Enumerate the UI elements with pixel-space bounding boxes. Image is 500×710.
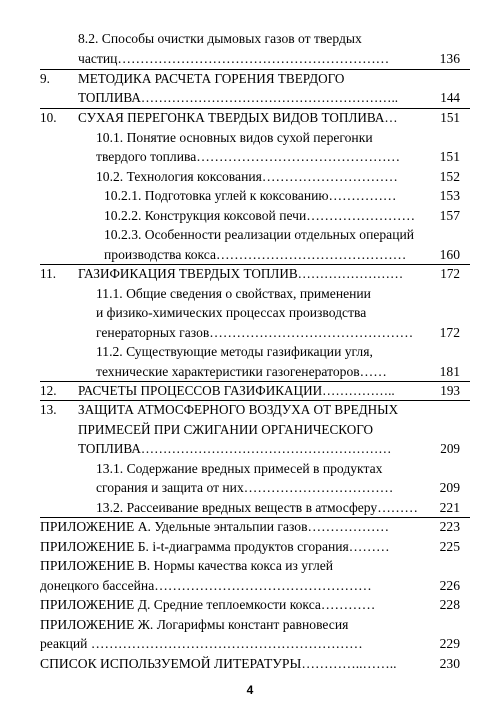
toc-page-number: 225 <box>439 539 460 554</box>
toc-line-text: производства кокса…………………………………… <box>104 247 407 262</box>
toc-line-text: 10.2.2. Конструкция коксовой печи…………………… <box>104 208 416 223</box>
toc-page-number: 153 <box>439 188 460 203</box>
toc-chapter-number: 11. <box>40 266 56 281</box>
toc-line-text: ПРИЛОЖЕНИЕ Д. Средние теплоемкости кокса………… <box>40 597 376 612</box>
toc-line-text: РАСЧЕТЫ ПРОЦЕССОВ ГАЗИФИКАЦИИ…………….. <box>78 383 395 398</box>
toc-page-number: 172 <box>440 266 460 281</box>
toc-line-text: ПРИЛОЖЕНИЕ А. Удельные энтальпии газов……………… <box>40 519 390 534</box>
toc-line-text: твердого топлива……………………………………… <box>96 149 401 164</box>
toc-page-number: 151 <box>440 110 460 125</box>
toc-page-number: 172 <box>439 325 460 340</box>
toc-line-text: МЕТОДИКА РАСЧЕТА ГОРЕНИЯ ТВЕРДОГО <box>78 71 345 86</box>
toc-line-text: частиц…………………………………………………… <box>78 51 390 66</box>
toc-page-number: 223 <box>439 519 460 534</box>
toc-line-text: технические характеристики газогенераторов…… <box>96 364 387 379</box>
toc-chapter-number: 9. <box>40 71 50 86</box>
toc-page-number: 144 <box>440 90 460 105</box>
toc-page-number: 136 <box>439 51 460 66</box>
toc-page-number: 221 <box>439 500 460 515</box>
toc-page-number: 228 <box>439 597 460 612</box>
toc-page-number: 193 <box>440 383 460 398</box>
toc-line-text: и физико-химических процессах производства <box>96 305 367 320</box>
toc-page-number: 152 <box>439 169 460 184</box>
toc-line-text: 10.2. Технология коксования………………………… <box>96 169 398 184</box>
toc-line-text: ПРИЛОЖЕНИЕ В. Нормы качества кокса из углей <box>40 558 334 573</box>
toc-page-number: 226 <box>439 578 460 593</box>
toc-line-text: 10.2.3. Особенности реализации отдельных операций <box>104 227 415 242</box>
toc-chapter-number: 10. <box>40 110 57 125</box>
toc-page-number: 151 <box>439 149 460 164</box>
toc-page-number: 160 <box>439 247 460 262</box>
toc-line-text: ПРИЛОЖЕНИЕ Ж. Логарифмы констант равновесия <box>40 617 349 632</box>
toc-chapter-number: 13. <box>40 402 57 417</box>
toc-line-text: 10.1. Понятие основных видов сухой перегонки <box>96 130 373 145</box>
toc-page-number: 181 <box>439 364 460 379</box>
toc-line-text: донецкого бассейна………………………………………… <box>40 578 372 593</box>
toc-line-text: 11.2. Существующие методы газификации угля, <box>96 344 373 359</box>
toc-chapter-number: 12. <box>40 383 57 398</box>
toc-line-text: сгорания и защита от них…………………………… <box>96 480 394 495</box>
toc-page-number: 230 <box>439 656 460 671</box>
toc-page-number: 209 <box>440 441 460 456</box>
toc-line-text: 11.1. Общие сведения о свойствах, применении <box>96 286 371 301</box>
toc-line-text: генераторных газов……………………………………… <box>96 325 414 340</box>
toc-line-text: 13.1. Содержание вредных примесей в продуктах <box>96 461 383 476</box>
page-number: 4 <box>246 683 254 697</box>
toc-line-text: ПРИЛОЖЕНИЕ Б. i-t-диаграмма продуктов сгорания……… <box>40 539 390 554</box>
toc-line-text: СУХАЯ ПЕРЕГОНКА ТВЕРДЫХ ВИДОВ ТОПЛИВА… <box>78 110 398 125</box>
toc-line-text: 13.2. Рассеивание вредных веществ в атмосферу……… <box>96 500 418 515</box>
toc-line-text: 10.2.1. Подготовка углей к коксованию…………… <box>104 188 397 203</box>
toc-line-text: ГАЗИФИКАЦИЯ ТВЕРДЫХ ТОПЛИВ…………………… <box>78 266 404 281</box>
toc-line-text: ТОПЛИВА………………………………………………….. <box>78 90 399 105</box>
toc-page-number: 157 <box>439 208 460 223</box>
toc-line-text: СПИСОК ИСПОЛЬЗУЕМОЙ ЛИТЕРАТУРЫ…………..…….. <box>40 656 397 671</box>
toc-line-text: ЗАЩИТА АТМОСФЕРНОГО ВОЗДУХА ОТ ВРЕДНЫХ <box>78 402 399 417</box>
toc-line-text: ТОПЛИВА………………………………………………… <box>78 441 392 456</box>
toc-line-text: 8.2. Способы очистки дымовых газов от твердых <box>78 31 362 46</box>
toc-line-text: ПРИМЕСЕЙ ПРИ СЖИГАНИИ ОРГАНИЧЕСКОГО <box>78 422 374 437</box>
toc-line-text: реакций …………………………………………………… <box>40 636 363 651</box>
toc-page-number: 209 <box>439 480 460 495</box>
toc-page-number: 229 <box>439 636 460 651</box>
